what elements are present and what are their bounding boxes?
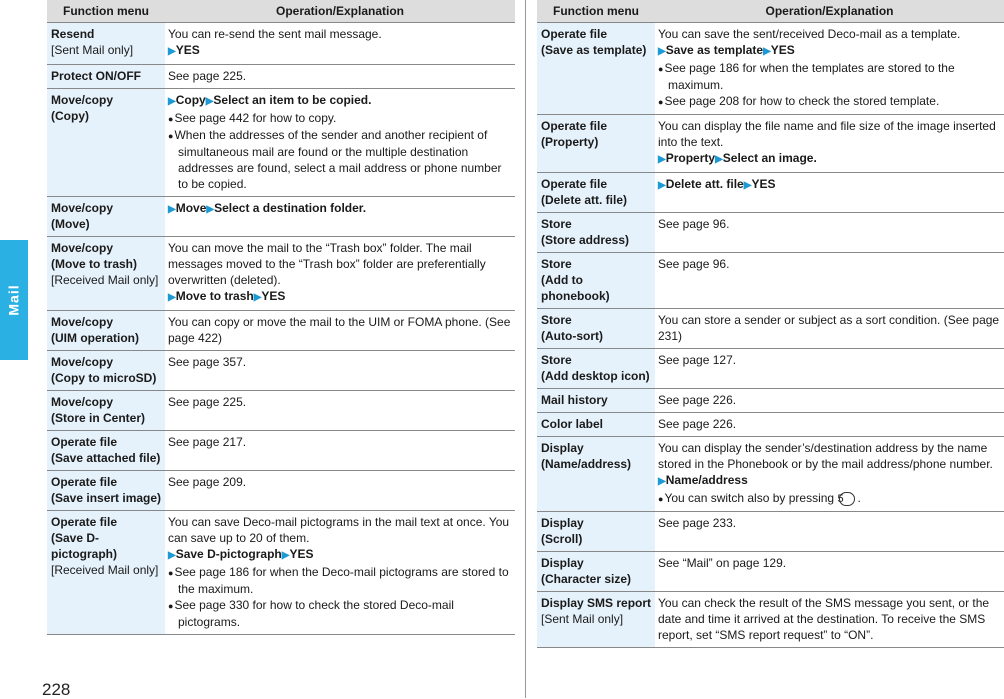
operation-cell [655,413,1004,437]
step-arrow-icon: ▶ [715,154,723,165]
step-arrow-icon: ▶ [168,204,176,215]
function-table-right [537,0,1004,648]
step-label: Copy [175,93,206,107]
function-name: Operate file [51,435,118,449]
step-arrow-icon: ▶ [743,180,752,191]
function-name: (Property) [541,135,599,149]
operation-bullet [658,490,1001,507]
function-note: [Received Mail only] [51,563,159,577]
operation-cell [655,173,1004,213]
operation-text: See page 357. [168,355,247,369]
function-name: Store [541,353,572,367]
step-arrow-icon: ▶ [168,292,176,303]
function-name: Move/copy [51,93,114,107]
function-name: (Character size) [541,572,632,586]
function-name: Store [541,313,572,327]
function-cell [47,237,165,311]
operation-text: See page 225. [168,395,247,409]
function-name: Operate file [541,27,608,41]
operation-text: You can store a sender or subject as a sort condition. (See page 231) [658,313,1000,343]
table-row [47,197,515,237]
function-name: (Copy to microSD) [51,371,157,385]
column-divider [525,0,526,698]
operation-step [168,288,512,306]
function-name: Move/copy [51,241,114,255]
bullet-text: You can switch also by pressing [664,491,835,505]
step-label: Select an image. [722,151,817,165]
function-cell [537,592,655,648]
operation-text: See page 96. [658,257,730,271]
operation-step [658,150,1001,168]
operation-cell [655,592,1004,648]
table-row [537,23,1004,115]
function-name: Operate file [541,177,608,191]
step-arrow-icon: ▶ [253,292,262,303]
operation-cell [655,213,1004,253]
operation-cell [165,23,515,65]
function-cell [537,115,655,173]
header-function-menu: Function menu [47,0,165,23]
function-name: (Copy) [51,109,89,123]
header-operation: Operation/Explanation [655,0,1004,23]
bullet-text-end: . [857,491,861,505]
step-label: Name/address [665,473,748,487]
step-label: Delete att. file [665,177,744,191]
operation-cell [165,391,515,431]
operation-cell [655,437,1004,512]
function-cell [47,511,165,635]
table-row [47,511,515,635]
table-row [47,65,515,89]
operation-text: See page 217. [168,435,247,449]
function-name: Display [541,516,584,530]
step-arrow-icon: ▶ [168,550,176,561]
operation-text: See page 233. [658,516,737,530]
operation-text: See “Mail” on page 129. [658,556,787,570]
table-row [47,431,515,471]
function-name: (Save D-pictograph) [51,531,117,561]
operation-cell [165,89,515,197]
step-label: Property [665,151,716,165]
operation-text: You can re-send the sent mail message. [168,27,382,41]
operation-text: See page 225. [168,69,247,83]
table-row [47,471,515,511]
function-name: (Store address) [541,233,630,247]
function-name: (Save attached file) [51,451,161,465]
table-row [537,389,1004,413]
operation-cell [165,511,515,635]
operation-cell [655,253,1004,309]
operation-bullet: ● See page 186 for when the templates are stored to the maximum. [658,60,1001,93]
function-name: (Add desktop icon) [541,369,650,383]
function-name: Color label [541,417,604,431]
function-cell [47,311,165,351]
function-cell [537,552,655,592]
table-row [537,413,1004,437]
table-row [537,309,1004,349]
step-arrow-icon: ▶ [763,46,771,57]
function-name: (UIM operation) [51,331,139,345]
step-label: Save as template [665,43,764,57]
table-row [537,173,1004,213]
function-name: Mail history [541,393,608,407]
operation-bullet: ● See page 208 for how to check the stored template. [658,93,1001,110]
function-cell [537,173,655,213]
operation-cell [655,389,1004,413]
operation-cell [655,309,1004,349]
step-arrow-icon: ▶ [658,154,666,165]
step-label: YES [770,43,795,57]
function-name: Protect ON/OFF [51,69,142,83]
function-cell [47,23,165,65]
table-row [47,89,515,197]
operation-cell [165,65,515,89]
operation-cell [165,431,515,471]
table-row [537,349,1004,389]
operation-text: You can move the mail to the “Trash box” folder. The mail messages moved to the “Trash box” folder are preferentially overwritten (deleted). [168,241,486,287]
table-row [47,391,515,431]
step-arrow-icon: ▶ [205,96,214,107]
operation-step [168,42,512,60]
step-label: YES [261,289,286,303]
table-row [47,23,515,65]
function-name: Operate file [541,119,608,133]
step-label: Move [175,201,207,215]
table-row [47,311,515,351]
table-row [537,512,1004,552]
function-name: (Save as template) [541,43,647,57]
operation-cell [655,349,1004,389]
function-name: (Delete att. file) [541,193,628,207]
operation-bullet: ● See page 330 for how to check the stored Deco-mail pictograms. [168,597,512,630]
operation-text: You can display the file name and file size of the image inserted into the text. [658,119,996,149]
table-row [47,237,515,311]
function-name: Display SMS report [541,596,652,610]
operation-text: You can display the sender’s/destination address by the name stored in the Phonebook or by the mail address/phone number. [658,441,993,471]
table-row [537,213,1004,253]
function-name: Move/copy [51,355,114,369]
header-operation: Operation/Explanation [165,0,515,23]
function-name: Display [541,441,584,455]
function-cell [47,89,165,197]
step-arrow-icon: ▶ [168,96,176,107]
function-name: (Name/address) [541,457,632,471]
function-note: [Sent Mail only] [51,43,134,57]
operation-cell [655,512,1004,552]
operation-text: You can save the sent/received Deco-mail as a template. [658,27,961,41]
function-cell [537,253,655,309]
function-cell [47,197,165,237]
function-cell [47,471,165,511]
operation-step [658,42,1001,60]
operation-text: See page 226. [658,417,737,431]
function-name: Store [541,257,572,271]
step-arrow-icon: ▶ [658,180,666,191]
operation-cell [655,115,1004,173]
function-cell [47,391,165,431]
function-name: Operate file [51,475,118,489]
step-arrow-icon: ▶ [206,204,215,215]
table-row [537,592,1004,648]
table-header-row [47,0,515,23]
operation-step [168,200,512,218]
function-name: (Auto-sort) [541,329,603,343]
operation-bullet: ● See page 186 for when the Deco-mail pictograms are stored to the maximum. [168,564,512,597]
function-name: (Add to phonebook) [541,273,610,303]
step-label: Move to trash [175,289,254,303]
operation-text: You can check the result of the SMS message you sent, or the date and time it arrived at the destination. To receive the SMS report, set “SMS report request” to “ON”. [658,596,990,642]
operation-bullet: ● When the addresses of the sender and another recipient of simultaneous mail are found or the multiple destination addresses are found, select a mail address or phone number to be copied. [168,127,512,192]
function-name: Move/copy [51,315,114,329]
table-row [537,253,1004,309]
function-cell [47,431,165,471]
header-function-menu: Function menu [537,0,655,23]
function-cell [537,437,655,512]
function-cell [537,413,655,437]
function-table-left [47,0,515,635]
operation-cell [655,552,1004,592]
function-cell [537,309,655,349]
step-arrow-icon: ▶ [658,46,666,57]
operation-text: You can save Deco-mail pictograms in the mail text at once. You can save up to 20 of them. [168,515,510,545]
operation-cell [165,237,515,311]
operation-text: See page 226. [658,393,737,407]
function-cell [537,349,655,389]
operation-text: You can copy or move the mail to the UIM or FOMA phone. (See page 422) [168,315,511,345]
step-label: Select a destination folder. [214,201,367,215]
function-cell [537,23,655,115]
operation-cell [165,197,515,237]
operation-step [658,472,1001,490]
operation-cell [165,471,515,511]
function-name: (Move) [51,217,90,231]
step-arrow-icon: ▶ [168,46,176,57]
operation-text: See page 96. [658,217,730,231]
function-name: Resend [51,27,95,41]
function-note: [Sent Mail only] [541,612,624,626]
step-label: YES [751,177,776,191]
table-row [47,351,515,391]
function-name: Store [541,217,572,231]
function-name: (Store in Center) [51,411,146,425]
step-label: Select an item to be copied. [213,93,372,107]
step-label: Save D-pictograph [175,547,282,561]
table-body-left [47,23,515,635]
step-arrow-icon: ▶ [281,550,290,561]
function-name: Operate file [51,515,118,529]
function-name: (Move to trash) [51,257,138,271]
table-row [537,115,1004,173]
step-label: YES [175,43,200,57]
operation-step [658,176,1001,194]
key-5-icon: 5 [839,492,855,506]
operation-text: See page 209. [168,475,247,489]
function-cell [47,351,165,391]
function-cell [537,213,655,253]
table-body-right [537,23,1004,648]
step-label: YES [289,547,314,561]
function-name: Display [541,556,584,570]
function-name: Move/copy [51,395,114,409]
operation-step [168,546,512,564]
function-name: (Save insert image) [51,491,162,505]
table-header-row [537,0,1004,23]
section-tab [0,240,28,360]
page-number: 228 [42,680,71,699]
operation-step [168,92,512,110]
function-cell [47,65,165,89]
function-name: Move/copy [51,201,114,215]
function-note: [Received Mail only] [51,273,159,287]
operation-text: See page 127. [658,353,737,367]
function-name: (Scroll) [541,532,583,546]
function-cell [537,512,655,552]
table-row [537,552,1004,592]
function-cell [537,389,655,413]
operation-cell [165,311,515,351]
operation-cell [655,23,1004,115]
section-tab-label: Mail [6,284,23,316]
table-row [537,437,1004,512]
operation-bullet: ● See page 442 for how to copy. [168,110,512,127]
operation-cell [165,351,515,391]
step-arrow-icon: ▶ [658,476,666,487]
